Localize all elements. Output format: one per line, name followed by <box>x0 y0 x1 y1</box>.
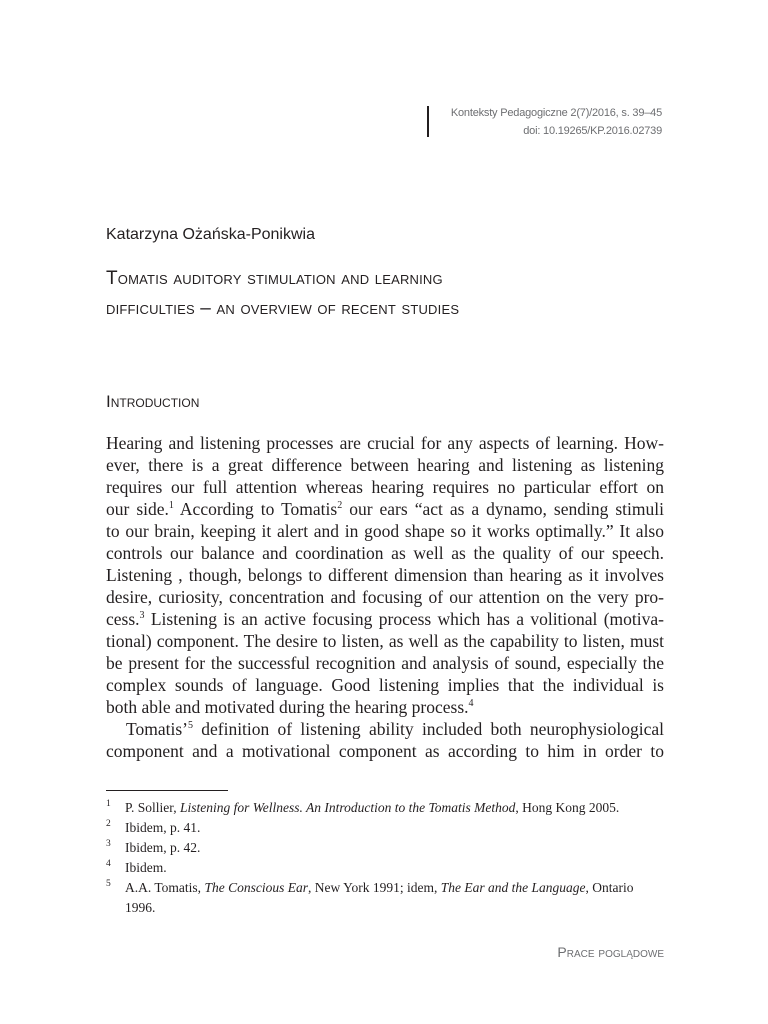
title-line: difficulties – an overview of recent studies <box>106 298 460 319</box>
footnote-ref[interactable]: 1 <box>168 500 174 512</box>
text-line: be present for the successful recognition and analysis of sound, especially the <box>106 653 664 673</box>
section-label: Prace poglądowe <box>557 944 664 960</box>
footnote-ref[interactable]: 4 <box>468 698 474 710</box>
footnote-number: 2 <box>106 819 111 829</box>
title-line: Tomatis auditory stimulation and learning <box>106 268 443 289</box>
text-line: Hearing and listening processes are crucial for any aspects of learning. How- <box>106 433 664 453</box>
text-line: controls our balance and coordination as well as the quality of our speech. <box>106 543 664 563</box>
body-text <box>106 432 664 762</box>
text-line: component and a motivational component as according to him in order to <box>106 741 664 761</box>
footnote-number: 5 <box>106 879 111 889</box>
section-heading: Introduction <box>106 392 200 411</box>
text-line: Tomatis’$^5$ definition of listening ability included both neurophysiological <box>126 719 664 739</box>
text-line: desire, curiosity, concentration and focusing of our attention on the very pro- <box>106 587 664 607</box>
author-name: Katarzyna Ożańska-Ponikwia <box>106 226 315 243</box>
footnote: 3 Ibidem, p. 42. <box>106 838 666 858</box>
text-line: Listening , though, belongs to different dimension than hearing as it involves <box>106 565 664 585</box>
text-line: our side.$^1$ According to Tomatis$^2$ our ears “act as a dynamo, sending stimuli <box>106 499 664 519</box>
text-line: tional) component. The desire to listen, as well as the capability to listen, must <box>106 631 664 651</box>
footnote-divider <box>106 790 228 791</box>
journal-info <box>362 104 662 140</box>
article-title <box>106 264 666 324</box>
journal-citation: Konteksty Pedagogiczne 2(7)/2016, s. 39–45 <box>450 107 662 119</box>
footnote-continuation: 1996. <box>125 900 156 915</box>
text-line: cess.$^3$ Listening is an active focusing process which has a volitional (motiva- <box>106 609 664 629</box>
text-line: to our brain, keeping it alert and in good shape so it works optimally.” It also <box>106 521 664 541</box>
text-line: ever, there is a great difference between hearing and listening as listening <box>106 455 664 475</box>
footnote-ref[interactable]: 5 <box>187 720 193 732</box>
footnote-number: 4 <box>106 859 111 869</box>
footnote-ref[interactable]: 2 <box>337 500 343 512</box>
footnote-number: 3 <box>106 839 111 849</box>
footnote: 1 P. Sollier, Listening for Wellness. An Introduction to the Tomatis Method, Hong Kong 2005. <box>106 798 666 818</box>
footnote-ref[interactable]: 3 <box>139 610 145 622</box>
footnote: 5 A.A. Tomatis, The Conscious Ear, New York 1991; idem, The Ear and the Language, Ontario <box>106 878 666 898</box>
text-line: complex sounds of language. Good listening implies that the individual is <box>106 675 664 695</box>
footnote: 4 Ibidem. <box>106 858 666 878</box>
footnote-number: 1 <box>106 799 111 809</box>
doi: doi: 10.19265/KP.2016.02739 <box>523 125 662 137</box>
footnote: 2 Ibidem, p. 41. <box>106 818 666 838</box>
text-line: requires our full attention whereas hearing requires no particular effort on <box>106 477 664 497</box>
footnotes <box>106 798 666 918</box>
text-line: both able and motivated during the hearing process.$^4$ <box>106 697 474 717</box>
